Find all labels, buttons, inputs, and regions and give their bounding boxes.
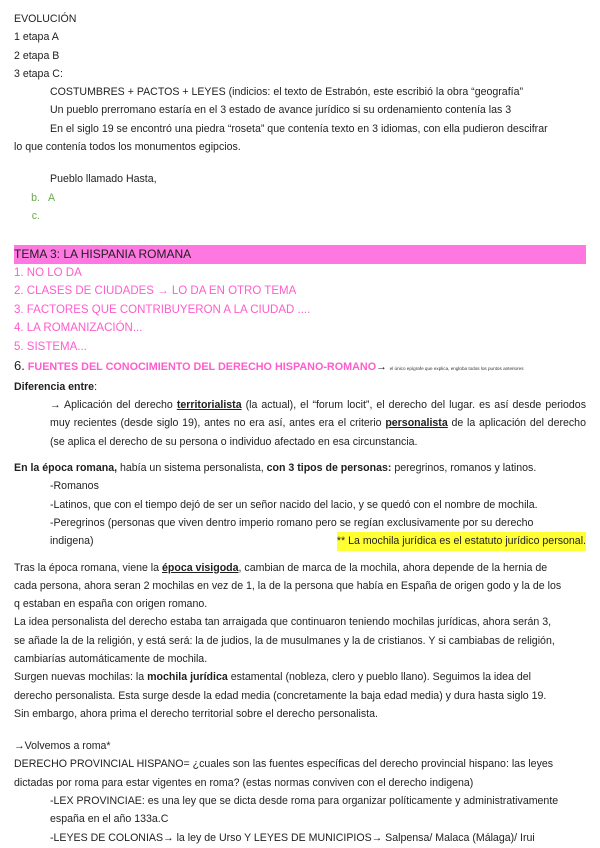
tipo-latinos: -Latinos, que con el tiempo dejó de ser un señor nacido del lacio, y se quedó con el nombre de mochila. [50,498,538,511]
tema-item-3: 3. FACTORES QUE CONTRIBUYERON A LA CIUDAD .... [14,303,311,316]
etapa-2: 2 etapa B [14,49,60,62]
tema-item-2: 2. CLASES DE CIUDADES → LO DA EN OTRO TEMA [14,285,297,298]
diferencia-paragraph: → Aplicación del derecho territorialista (la actual), el “forum locit”, el derecho del lugar. es así desde periodos muy recientes (desde siglo 19), antes no era así, antes era el criterio personalista de la aplicación del derecho (se aplica el derecho de su persona o individuo afectado en esa circunstancia. [50,399,586,448]
leyes-colonias: -LEYES DE COLONIAS→ la ley de Urso Y LEYES DE MUNICIPIOS→ Salpensa/ Malaca (Málaga)/ Irui [50,831,535,844]
term-epoca-visigoda: época visigoda [162,561,239,574]
diferencia-label: Diferencia entre: [14,380,98,393]
highlight-note: ** La mochila jurídica es el estatuto jurídico personal. [337,532,586,550]
tema-item-5: 5. SISTEMA... [14,340,87,353]
etapa-1: 1 etapa A [14,31,59,44]
volvemos-line-1: DERECHO PROVINCIAL HISPANO= ¿cuales son las fuentes específicas del derecho provincial hispano: las leyes [14,758,554,771]
epoca-romana-intro: En la época romana, había un sistema personalista, con 3 tipos de personas: peregrinos, romanos y latinos. [14,462,537,475]
tipo-peregrinos: -Peregrinos (personas que viven dentro imperio romano pero se regían exclusivamente por su derecho [50,516,534,529]
tema-item-1: 1. NO LO DA [14,266,82,279]
volvemos-line-2: dictadas por roma para estar vigentes en roma? (estas normas conviven con el derecho indigena) [14,776,474,789]
term-territorialista: territorialista [176,399,242,412]
list-marker-c: c. [31,209,40,222]
arrow-icon: → [50,399,61,412]
list-item-b [14,189,586,207]
visigoda-paragraph: Tras la época romana, viene la época visigoda, cambian de marca de la mochila, ahora depende de la hernia de cada persona, ahora seran 2 mochilas en vez de 1, la de la persona que había en España de origen godo y la de los q estaban en españa con origen romano. La idea personalista del derecho estaba tan arraigada que continuaron teniendo mochilas jurídicas, ahora serán 3, se añade la de la religión, y está será: la de judios, la de musulmanes y la de cristianos. Y si cambiabas de religión, cambiarías automáticamente de mochila. Surgen nuevas mochilas: la mochila jurídica estamental (nobleza, clero y pueblo llano). Seguimos la idea del derecho personalista. Esta surge desde la edad media (concretamente la baja edad media) y dura hasta siglo 19. Sin embargo, ahora prima el derecho territorial sobre el derecho personalista. [14,561,562,720]
tipo-romanos: -Romanos [50,480,99,493]
term-personalista: personalista [385,417,448,430]
tema-item-6-number: 6. [14,357,25,373]
paragraph-roseta-1: En el siglo 19 se encontró una piedra “roseta” que contenía texto en 3 idiomas, con ella pudieron descifrar [50,122,548,135]
term-mochila-juridica: mochila jurídica [147,671,228,684]
paragraph-pueblo-prerromano: Un pueblo prerromano estaría en el 3 estado de avance jurídico si su ordenamiento contenía las 3 [50,104,512,117]
tema-item-4: 4. LA ROMANIZACIÓN... [14,322,143,335]
tema-item-6-note: el único epígrafe que explica, engloba todos los puntos anteriores [389,365,524,371]
tipo-peregrinos-cont: indigena) ** La mochila jurídica es el estatuto jurídico personal. [14,532,586,550]
lex-provinciae: -LEX PROVINCIAE: es una ley que se dicta desde roma para organizar políticamente y administrativamente [50,795,559,808]
etapa-3: 3 etapa C: [14,67,63,80]
tema-heading: TEMA 3: LA HISPANIA ROMANA [14,245,586,263]
paragraph-costumbres: COSTUMBRES + PACTOS + LEYES (indicios: el texto de Estrabón, este escribió la obra “geografía” [50,86,524,99]
list-marker-b: b. [31,191,40,204]
arrow-icon: → [376,360,387,373]
paragraph-pueblo-hasta: Pueblo llamado Hasta, [50,173,157,186]
volvemos-heading: →Volvemos a roma* [14,740,111,753]
list-item-c [14,207,586,225]
tema-item-6-text: FUENTES DEL CONOCIMIENTO DEL DERECHO HISPANO-ROMANO [27,360,377,373]
document-page [14,10,586,847]
section-title-evolucion: EVOLUCIÓN [14,13,77,25]
tema-item-6 [14,357,586,378]
paragraph-roseta-2: lo que contenía todos los monumentos egipcios. [14,141,241,154]
list-text-b: A [48,191,56,204]
lex-provinciae-cont: españa en el año 133a.C [50,813,169,826]
